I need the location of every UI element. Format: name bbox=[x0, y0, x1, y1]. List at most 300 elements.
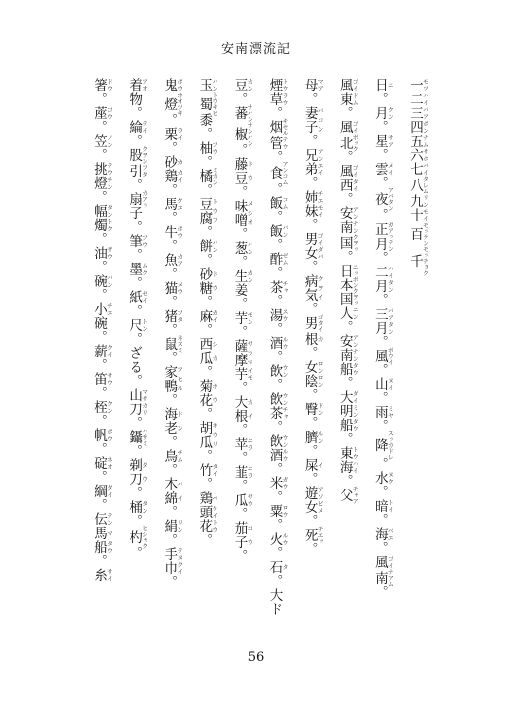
ruby-reading: ウン bbox=[281, 434, 288, 448]
punctuation-mark: 。 bbox=[266, 238, 283, 252]
punctuation-mark: 。 bbox=[91, 190, 107, 204]
annotated-word: 魚カア bbox=[161, 253, 183, 267]
ruby-reading: ニン bbox=[351, 306, 358, 320]
punctuation-mark: 。 bbox=[126, 304, 143, 318]
annotated-word: 筆ブウ bbox=[126, 234, 148, 248]
text-column bbox=[264, 78, 288, 638]
ruby-reading: マア bbox=[316, 78, 323, 92]
annotated-word: 降スッカドレ bbox=[371, 430, 393, 460]
punctuation-mark: 。 bbox=[336, 106, 353, 120]
ruby-reading: ゲエ bbox=[175, 197, 183, 211]
ruby-reading: マ bbox=[105, 526, 112, 540]
ruby-reading: ボン bbox=[421, 120, 428, 134]
ruby-reading: リン bbox=[175, 519, 183, 533]
annotated-word: 頭ケイ bbox=[196, 505, 218, 519]
punctuation-mark: 。 bbox=[266, 350, 283, 364]
ruby-reading: バン bbox=[210, 78, 218, 92]
punctuation-mark: 。 bbox=[336, 250, 353, 264]
annotated-word: 菊花ボウ bbox=[196, 379, 218, 407]
punctuation-mark: 。 bbox=[301, 388, 318, 402]
punctuation-mark: 。 bbox=[371, 485, 388, 499]
punctuation-mark: 。 bbox=[231, 185, 248, 199]
punctuation-mark: 。 bbox=[231, 227, 248, 241]
ruby-reading: アソビメ bbox=[316, 486, 323, 514]
ruby-reading: ケイ bbox=[210, 505, 218, 519]
punctuation-mark: 。 bbox=[336, 150, 353, 164]
ruby-reading: チャア bbox=[351, 486, 358, 504]
ruby-reading: サア bbox=[386, 134, 393, 148]
annotated-word: 海ベエ bbox=[371, 527, 393, 541]
punctuation-mark: 。 bbox=[196, 225, 213, 239]
annotated-word: 綸テイ bbox=[126, 120, 148, 134]
ruby-reading: ハイタン bbox=[386, 265, 393, 293]
ruby-reading: ウン bbox=[281, 392, 288, 406]
ruby-reading: ゴイ bbox=[351, 164, 358, 178]
annotated-word: 三バア bbox=[406, 106, 428, 120]
ruby-reading: ウ bbox=[245, 171, 253, 185]
ruby-reading: トウフ bbox=[210, 197, 218, 225]
annotated-word: 墨ムク bbox=[126, 262, 148, 276]
ruby-reading: テウ bbox=[281, 136, 288, 150]
annotated-word: 胡瓜キウリ bbox=[196, 421, 218, 449]
ruby-reading: ナンバン bbox=[245, 122, 253, 146]
annotated-word: 扇カアッ bbox=[126, 190, 148, 208]
annotated-word: 砂ガ bbox=[161, 155, 183, 169]
punctuation-mark: 。 bbox=[126, 444, 143, 458]
annotated-word: 豆腐トウフ bbox=[196, 197, 218, 225]
punctuation-mark: 。 bbox=[126, 374, 143, 388]
ruby-reading: サツマ bbox=[245, 339, 253, 367]
annotated-word: 蕃ナバン bbox=[231, 104, 253, 122]
annotated-word: 柚ブウ bbox=[196, 141, 218, 155]
word: ざる bbox=[126, 346, 143, 374]
annotated-word: 三月バアタン bbox=[371, 307, 393, 335]
word: 物 bbox=[126, 92, 143, 106]
punctuation-mark: 。 bbox=[266, 294, 283, 308]
annotated-word: 女ロン bbox=[301, 360, 323, 374]
ruby-reading: ガ bbox=[175, 155, 183, 169]
ruby-reading: ニラ bbox=[245, 465, 253, 479]
punctuation-mark: 。 bbox=[301, 542, 318, 556]
annotated-word: 紙ゼイ bbox=[126, 290, 148, 304]
ruby-reading: メウ bbox=[175, 281, 183, 295]
annotated-word: 一モツ bbox=[406, 78, 428, 92]
punctuation-mark: 。 bbox=[161, 113, 178, 127]
punctuation-mark: 。 bbox=[336, 432, 353, 446]
ruby-reading: イモ bbox=[245, 367, 253, 381]
punctuation-mark: 。 bbox=[371, 148, 388, 162]
annotated-word: 屎イ bbox=[301, 458, 323, 472]
ruby-reading: ドム bbox=[351, 92, 358, 106]
punctuation-mark: 。 bbox=[196, 155, 213, 169]
punctuation-mark: 。 bbox=[161, 141, 178, 155]
annotated-word: 遊女アソビメ bbox=[301, 486, 323, 514]
ruby-reading: テン bbox=[105, 512, 112, 526]
ruby-reading: ロン bbox=[316, 374, 323, 388]
punctuation-mark: 。 bbox=[161, 533, 178, 547]
punctuation-mark: 。 bbox=[266, 420, 283, 434]
annotated-word: 烟キセル bbox=[266, 118, 288, 136]
ruby-reading: トウ bbox=[281, 78, 288, 92]
annotated-word: 鼠ネズミ bbox=[161, 335, 183, 353]
ruby-reading: ミカン bbox=[210, 167, 218, 185]
punctuation-mark: 。 bbox=[371, 585, 388, 599]
ruby-reading: ノン bbox=[105, 134, 112, 148]
punctuation-mark: 。 bbox=[196, 365, 213, 379]
ruby-reading: バア bbox=[421, 106, 428, 120]
punctuation-mark: 。 bbox=[161, 211, 178, 225]
annotated-word: 帆ボウ bbox=[91, 428, 112, 442]
annotated-word: 韮ニラ bbox=[231, 465, 253, 479]
punctuation-mark: 。 bbox=[266, 210, 283, 224]
ruby-reading: ボウイ bbox=[386, 347, 393, 365]
punctuation-mark: 。 bbox=[196, 295, 213, 309]
ruby-reading: ゼイ bbox=[140, 290, 148, 304]
annotated-word: 碇ネオ bbox=[91, 456, 112, 470]
punctuation-mark: 。 bbox=[336, 376, 353, 390]
annotated-word: 猪ブタ bbox=[161, 309, 183, 323]
annotated-word: 笠ノン bbox=[91, 134, 112, 148]
annotated-word: 船タウ bbox=[91, 540, 112, 554]
ruby-reading: クヲッ bbox=[351, 234, 358, 252]
ruby-reading: チャ bbox=[281, 406, 288, 420]
punctuation-mark: 。 bbox=[126, 106, 143, 120]
annotated-word: 東ドム bbox=[336, 92, 358, 106]
ruby-reading: チエッ bbox=[316, 526, 323, 544]
ruby-reading: ダバ bbox=[316, 246, 323, 260]
annotated-word: 豆ウ bbox=[231, 171, 253, 185]
word: 姜 bbox=[231, 283, 248, 297]
ruby-reading: クヲン bbox=[140, 146, 148, 164]
ruby-reading: タイ bbox=[210, 463, 218, 477]
ruby-reading: バイ bbox=[421, 162, 428, 176]
annotated-word: 鶏カイ bbox=[161, 169, 183, 183]
annotated-word: 茄子ゴウ bbox=[231, 521, 253, 549]
annotated-word: 着アオ bbox=[126, 78, 148, 92]
punctuation-mark: 。 bbox=[196, 183, 213, 197]
ruby-reading: カイ bbox=[175, 169, 183, 183]
ruby-reading: ネオ bbox=[105, 456, 112, 470]
punctuation-mark: 。 bbox=[266, 462, 283, 476]
ruby-reading: メシオ bbox=[245, 199, 253, 227]
ruby-reading: ゴウ bbox=[245, 521, 253, 549]
annotated-word: 湯スウ bbox=[266, 308, 288, 322]
annotated-word: 蓙ゴウ bbox=[91, 106, 112, 120]
punctuation-mark: 。 bbox=[231, 479, 248, 493]
ruby-reading: タ bbox=[281, 560, 288, 574]
annotated-word: 根カ bbox=[301, 332, 323, 346]
punctuation-mark: 。 bbox=[266, 322, 283, 336]
punctuation-mark: 。 bbox=[371, 176, 388, 190]
annotated-word: 風ゴイ bbox=[336, 78, 358, 92]
ruby-reading: アンナン bbox=[351, 206, 358, 234]
annotated-word: 臀ドン bbox=[301, 402, 323, 416]
annotated-word: 燭トク bbox=[91, 218, 112, 232]
annotated-word: 茶チャ bbox=[266, 280, 288, 294]
annotated-word: 七バイ bbox=[406, 162, 428, 176]
ruby-reading: ライ bbox=[175, 127, 183, 141]
annotated-word: 小チエ bbox=[91, 302, 112, 316]
ruby-reading: トイ bbox=[386, 499, 393, 513]
ruby-reading: モッチョク bbox=[421, 246, 428, 276]
ruby-reading: カア bbox=[175, 253, 183, 267]
annotated-word: 北ボック bbox=[336, 134, 358, 152]
annotated-word: 砂糖ドウ bbox=[196, 267, 218, 295]
ruby-reading: ルウ bbox=[281, 336, 288, 350]
annotated-word: 猫メウ bbox=[161, 281, 183, 295]
punctuation-mark: 。 bbox=[161, 267, 178, 281]
annotated-word: 酒ルウ bbox=[266, 336, 288, 350]
ruby-reading: モイ bbox=[421, 208, 428, 222]
punctuation-mark: 。 bbox=[231, 297, 248, 311]
annotated-word: 芋モン bbox=[231, 311, 253, 325]
ruby-reading: クン bbox=[105, 400, 112, 414]
punctuation-mark: 。 bbox=[91, 232, 107, 246]
punctuation-mark: 。 bbox=[126, 134, 143, 148]
punctuation-mark: 。 bbox=[371, 251, 388, 265]
punctuation-mark: 。 bbox=[126, 486, 143, 500]
annotated-word: 妻子バコン bbox=[301, 106, 323, 134]
annotated-word: 人ニン bbox=[336, 306, 358, 320]
ruby-reading: ガン bbox=[245, 269, 253, 283]
punctuation-mark: 。 bbox=[266, 518, 283, 532]
punctuation-mark: 。 bbox=[91, 148, 107, 162]
annotated-word: 風ゴイ bbox=[371, 555, 393, 569]
punctuation-mark: 。 bbox=[126, 276, 143, 290]
ruby-reading: ニ bbox=[386, 78, 393, 92]
punctuation-mark: 。 bbox=[371, 391, 388, 405]
annotated-word: 飯コム bbox=[266, 196, 288, 210]
annotated-word: 麻ガイ bbox=[196, 309, 218, 323]
ruby-reading: バイ bbox=[175, 477, 183, 505]
annotated-word: 九リン bbox=[406, 194, 428, 208]
punctuation-mark: 。 bbox=[371, 363, 388, 377]
annotated-word: 雲メイ bbox=[371, 162, 393, 176]
ruby-reading: ムク bbox=[140, 262, 148, 276]
punctuation-mark: 。 bbox=[126, 178, 143, 192]
ruby-reading: ハサミ bbox=[140, 428, 148, 446]
punctuation-mark: 。 bbox=[91, 442, 107, 456]
annotated-word: 日本国ニッポンクヲッ bbox=[336, 264, 358, 306]
annotated-word: 馬マ bbox=[91, 526, 112, 540]
ruby-reading: ルウ bbox=[281, 448, 288, 462]
punctuation-mark: 。 bbox=[196, 323, 213, 337]
annotated-word: 海老ドン bbox=[161, 407, 183, 435]
ruby-reading: トウキビ bbox=[210, 92, 218, 116]
punctuation-mark: 。 bbox=[266, 150, 283, 164]
ruby-reading: フダ bbox=[140, 164, 148, 178]
annotated-word: 生ガン bbox=[231, 269, 253, 283]
annotated-word: 剃刀ダウ bbox=[126, 458, 148, 486]
punctuation-mark: 。 bbox=[371, 541, 388, 555]
annotated-word: 粟ロウ bbox=[266, 504, 288, 518]
punctuation-mark: 。 bbox=[301, 472, 318, 486]
text-column bbox=[404, 78, 428, 638]
annotated-word: 竹タイ bbox=[196, 463, 218, 477]
punctuation-mark: 。 bbox=[371, 335, 388, 349]
annotated-word: 草ラウ bbox=[266, 92, 288, 106]
annotated-word: 管テウ bbox=[266, 136, 288, 150]
ruby-reading: ゴタイ bbox=[316, 314, 323, 332]
punctuation-mark: 。 bbox=[126, 332, 143, 346]
annotated-word: 桶タン bbox=[126, 500, 148, 514]
punctuation-mark: 。 bbox=[301, 134, 318, 148]
ruby-reading: カアッ bbox=[140, 190, 148, 208]
annotated-word: 五ナム bbox=[406, 134, 428, 148]
annotated-word: 箸ドウ bbox=[91, 78, 112, 92]
annotated-word: 藤ド bbox=[231, 157, 253, 171]
punctuation-mark: 。 bbox=[301, 176, 318, 190]
annotated-word: 死チエッ bbox=[301, 526, 323, 544]
annotated-word: 牛ボウ bbox=[161, 225, 183, 239]
punctuation-mark: 。 bbox=[301, 302, 318, 316]
punctuation-mark: 。 bbox=[91, 414, 107, 428]
ruby-reading: タン bbox=[140, 500, 148, 514]
ruby-reading: タレム bbox=[421, 176, 428, 194]
annotated-word: 風ボウイ bbox=[371, 347, 393, 365]
annotated-word: 家鴨アヒル bbox=[161, 365, 183, 393]
ruby-reading: アヒル bbox=[175, 365, 183, 393]
annotated-word: 味噌メシオ bbox=[231, 199, 253, 227]
punctuation-mark: 。 bbox=[371, 92, 388, 106]
text-column bbox=[193, 78, 217, 638]
text-column bbox=[369, 78, 393, 638]
punctuation-mark: 。 bbox=[231, 325, 248, 339]
punctuation-mark: 。 bbox=[161, 295, 178, 309]
ruby-reading: ドウ bbox=[210, 267, 218, 295]
text-column bbox=[123, 78, 147, 638]
annotated-word: 馬ゲエ bbox=[161, 197, 183, 211]
punctuation-mark: 。 bbox=[231, 255, 248, 269]
punctuation-mark: 。 bbox=[91, 288, 107, 302]
ruby-reading: ヌク bbox=[386, 471, 393, 485]
annotated-word: 食アンコム bbox=[266, 161, 288, 185]
word: 碗 bbox=[91, 316, 107, 330]
ruby-reading: コム bbox=[281, 196, 288, 210]
ruby-reading: クイ bbox=[105, 344, 112, 358]
page-number: 56 bbox=[247, 650, 265, 665]
ruby-reading: ミヤ bbox=[386, 405, 393, 419]
ruby-reading: ダウ bbox=[140, 458, 148, 486]
annotated-word: 六サホ bbox=[406, 148, 428, 162]
annotated-word: 月クン bbox=[371, 106, 393, 120]
annotated-word: 陰ロン bbox=[301, 374, 323, 388]
punctuation-mark: 。 bbox=[336, 320, 353, 334]
ruby-reading: アンナンタウ bbox=[351, 334, 358, 376]
ruby-reading: ベエ bbox=[386, 527, 393, 541]
ruby-reading: スウ bbox=[281, 308, 288, 322]
punctuation-mark: 。 bbox=[231, 423, 248, 437]
annotated-word: 米ガウ bbox=[266, 476, 288, 490]
ruby-reading: アンコム bbox=[281, 161, 288, 185]
ruby-reading: ロウ bbox=[281, 504, 288, 518]
annotated-word: 男ゴタイ bbox=[301, 314, 323, 332]
punctuation-mark: 。 bbox=[91, 92, 107, 106]
punctuation-mark: 。 bbox=[161, 351, 178, 365]
punctuation-mark: 。 bbox=[266, 182, 283, 196]
ruby-reading: ザウ bbox=[245, 493, 253, 507]
word: 大 bbox=[266, 588, 283, 602]
punctuation-mark: 。 bbox=[301, 514, 318, 528]
annotated-word: 綱ダイ bbox=[91, 484, 112, 498]
punctuation-mark: 。 bbox=[91, 330, 107, 344]
annotated-word: 蜀トウキビ bbox=[196, 92, 218, 116]
annotated-word: 燈ホオヅキ bbox=[161, 92, 183, 116]
punctuation-mark: 。 bbox=[91, 554, 107, 568]
ruby-reading: ダイミン bbox=[351, 390, 358, 418]
punctuation-mark: 。 bbox=[126, 220, 143, 234]
text-column bbox=[88, 78, 112, 638]
text-column bbox=[299, 78, 323, 638]
ruby-reading: クヲイ bbox=[316, 274, 323, 302]
annotated-word: 手巾テヌグイ bbox=[161, 547, 183, 575]
ruby-reading: ブウ bbox=[210, 141, 218, 155]
ruby-reading: ザウ bbox=[105, 246, 112, 260]
word: ド bbox=[266, 602, 283, 616]
annotated-word: 女ダバ bbox=[301, 246, 323, 260]
annotated-word: 尺トン bbox=[126, 318, 148, 332]
annotated-word: 二月ハイタン bbox=[371, 265, 393, 293]
punctuation-mark: 。 bbox=[301, 260, 318, 274]
ruby-reading: ニッポンクヲッ bbox=[351, 264, 358, 306]
annotated-word: 飯バン bbox=[266, 224, 288, 238]
ruby-reading: ヒシャク bbox=[140, 525, 148, 549]
annotated-word: 碗バン bbox=[91, 274, 112, 288]
annotated-word: 苹ニラ bbox=[231, 437, 253, 451]
ruby-reading: ボウ bbox=[105, 428, 112, 442]
ruby-reading: ド bbox=[245, 157, 253, 171]
annotated-word: 大明ダイミン bbox=[336, 390, 358, 418]
annotated-word: 二ハイ bbox=[406, 92, 428, 106]
annotated-word: 十モイ bbox=[406, 208, 428, 222]
ruby-reading: ルン bbox=[316, 430, 323, 444]
ruby-reading: ゼム bbox=[281, 252, 288, 266]
annotated-word: 茶チャ bbox=[266, 406, 288, 420]
ruby-reading: ネズミ bbox=[175, 335, 183, 353]
punctuation-mark: 。 bbox=[266, 266, 283, 280]
annotated-word: 母マア bbox=[301, 78, 323, 92]
ruby-reading: バン bbox=[210, 239, 218, 253]
ruby-reading: ニラ bbox=[245, 437, 253, 451]
punctuation-mark: 。 bbox=[266, 106, 283, 120]
ruby-reading: ボック bbox=[351, 134, 358, 152]
punctuation-mark: 。 bbox=[126, 546, 143, 560]
punctuation-mark: 。 bbox=[161, 393, 178, 407]
punctuation-mark: 。 bbox=[196, 407, 213, 421]
annotated-word: 国クヲッ bbox=[336, 234, 358, 252]
annotated-word: 木綿バイ bbox=[161, 477, 183, 505]
ruby-reading: シカ bbox=[210, 337, 218, 365]
ruby-reading: サイ bbox=[105, 568, 112, 582]
annotated-word: 酢ゼム bbox=[266, 252, 288, 266]
annotated-word: 鬼ボウ bbox=[161, 78, 183, 92]
ruby-reading: ゴイ bbox=[316, 232, 323, 246]
annotated-word: 芋イモ bbox=[231, 367, 253, 381]
annotated-word: 安南アンナン bbox=[336, 206, 358, 234]
annotated-word: 病気クヲイ bbox=[301, 274, 323, 302]
ruby-reading: サウ bbox=[105, 372, 112, 386]
annotated-word: 鳥チム bbox=[161, 449, 183, 463]
ruby-reading: ホオヅキ bbox=[175, 92, 183, 116]
word: 子 bbox=[126, 206, 143, 220]
ruby-reading: ナバン bbox=[245, 104, 253, 122]
punctuation-mark: 。 bbox=[91, 120, 107, 134]
annotated-word: 山刀マサカリ bbox=[126, 388, 148, 416]
annotated-word: 笛サウ bbox=[91, 372, 112, 386]
annotated-word: 夜アバタン bbox=[371, 187, 393, 211]
ruby-reading: バン bbox=[105, 274, 112, 288]
annotated-word: 飲ウン bbox=[266, 434, 288, 448]
